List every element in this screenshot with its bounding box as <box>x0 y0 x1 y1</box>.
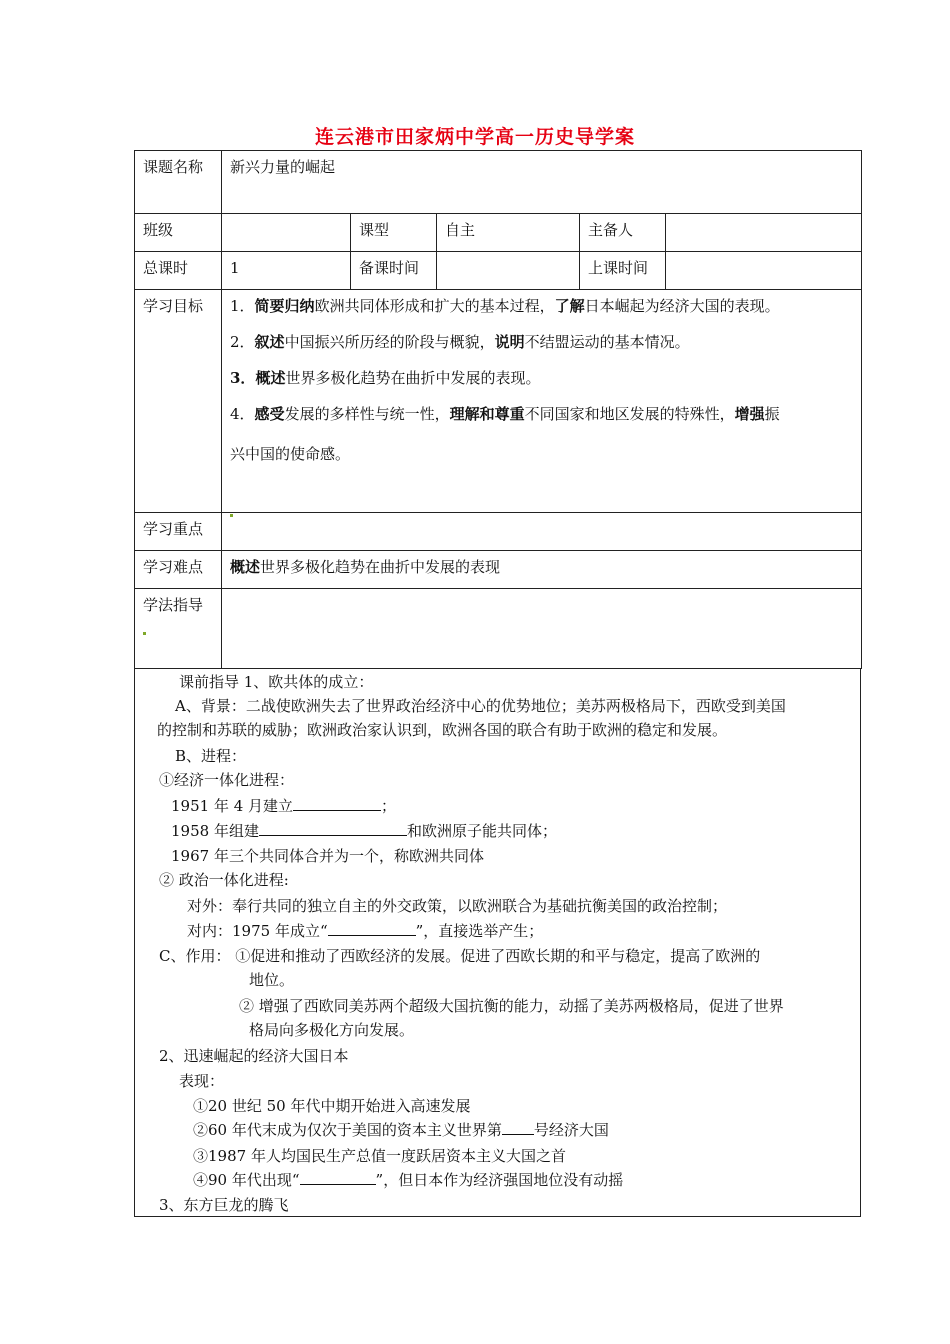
content-line: 对外：奉行共同的独立自主的外交政策，以欧洲联合为基础抗衡美国的政治控制； <box>187 897 728 915</box>
content-line: ③1987 年人均国民生产总值一度跃居资本主义大国之首 <box>193 1147 566 1165</box>
goal-1: 1．简要归纳欧洲共同体形成和扩大的基本过程，了解日本崛起为经济大国的表现。 <box>230 297 780 315</box>
content-line: B、进程： <box>175 747 247 765</box>
content-line: A、背景：二战使欧洲失去了世界政治经济中心的优势地位；美苏两极格局下，西欧受到美国 <box>175 697 786 715</box>
content-line: 1951 年 4 月建立 ； <box>171 797 397 815</box>
difficult-label: 学习难点 <box>135 551 222 589</box>
topic-value: 新兴力量的崛起 <box>222 151 862 214</box>
goal-3: 3．概述世界多极化趋势在曲折中发展的表现。 <box>230 369 541 387</box>
page-title: 连云港市田家炳中学高一历史导学案 <box>314 126 635 148</box>
content-line: ④90 年代出现“ ”，但日本作为经济强国地位没有动摇 <box>193 1171 624 1189</box>
lesson-info-table <box>134 150 862 669</box>
content-line: 表现： <box>179 1072 225 1090</box>
goals-cell <box>222 290 862 513</box>
goals-label: 学习目标 <box>135 290 222 513</box>
preparer-label: 主备人 <box>580 214 666 252</box>
goal-4-cont: 兴中国的使命感。 <box>230 445 351 463</box>
key-row <box>135 513 862 551</box>
content-line: 地位。 <box>249 971 295 989</box>
hours-label: 总课时 <box>135 252 222 290</box>
goal-4: 4．感受发展的多样性与统一性，理解和尊重不同国家和地区发展的特殊性，增强振 <box>230 405 780 423</box>
fill-blank[interactable] <box>300 1170 376 1185</box>
class-value <box>222 214 351 252</box>
goals-row <box>135 290 862 513</box>
content-line: 3、东方巨龙的腾飞 <box>159 1196 289 1214</box>
type-value: 自主 <box>437 214 580 252</box>
prep-time-value <box>437 252 580 290</box>
method-label: 学法指导 <box>135 589 222 669</box>
key-value <box>222 513 862 551</box>
content-line: ①经济一体化进程： <box>159 771 295 789</box>
speck-mark <box>143 632 146 635</box>
content-line: 1958 年组建 和欧洲原子能共同体； <box>171 822 557 840</box>
class-time-label: 上课时间 <box>580 252 666 290</box>
prep-time-label: 备课时间 <box>351 252 437 290</box>
content-line: ①20 世纪 50 年代中期开始进入高速发展 <box>193 1097 471 1115</box>
hours-value: 1 <box>222 252 351 290</box>
content-line: C、作用： ①促进和推动了西欧经济的发展。促进了西欧长期的和平与稳定，提高了欧洲的 <box>159 947 761 965</box>
content-line: 课前指导 1、欧共体的成立： <box>179 673 374 691</box>
difficult-row <box>135 551 862 589</box>
type-label: 课型 <box>351 214 437 252</box>
topic-label: 课题名称 <box>135 151 222 214</box>
content-line: 1967 年三个共同体合并为一个，称欧洲共同体 <box>171 847 484 865</box>
content-line: ② 政治一体化进程: <box>159 871 289 889</box>
content-line: 2、迅速崛起的经济大国日本 <box>159 1047 349 1065</box>
content-line: 格局向多极化方向发展。 <box>249 1021 415 1039</box>
fill-blank[interactable] <box>502 1120 534 1135</box>
fill-blank[interactable] <box>328 921 416 936</box>
content-line: 的控制和苏联的威胁；欧洲政治家认识到，欧洲各国的联合有助于欧洲的稳定和发展。 <box>157 721 728 739</box>
guide-content <box>134 668 861 1217</box>
preparer-value <box>666 214 862 252</box>
content-line: ②60 年代末成为仅次于美国的资本主义世界第 号经济大国 <box>193 1121 609 1139</box>
goal-2: 2．叙述中国振兴所历经的阶段与概貌，说明不结盟运动的基本情况。 <box>230 333 690 351</box>
method-value <box>222 589 862 669</box>
speck-mark <box>230 514 233 517</box>
content-line: ② 增强了西欧同美苏两个超级大国抗衡的能力，动摇了美苏两极格局，促进了世界 <box>239 997 784 1015</box>
fill-blank[interactable] <box>259 821 407 836</box>
class-row <box>135 214 862 252</box>
method-row <box>135 589 862 669</box>
difficult-value: 概述世界多极化趋势在曲折中发展的表现 <box>222 551 862 589</box>
class-label: 班级 <box>135 214 222 252</box>
key-label: 学习重点 <box>135 513 222 551</box>
class-time-value <box>666 252 862 290</box>
content-line: 对内：1975 年成立“ ”，直接选举产生； <box>187 922 544 940</box>
fill-blank[interactable] <box>293 796 381 811</box>
hours-row <box>135 252 862 290</box>
topic-row <box>135 151 862 214</box>
